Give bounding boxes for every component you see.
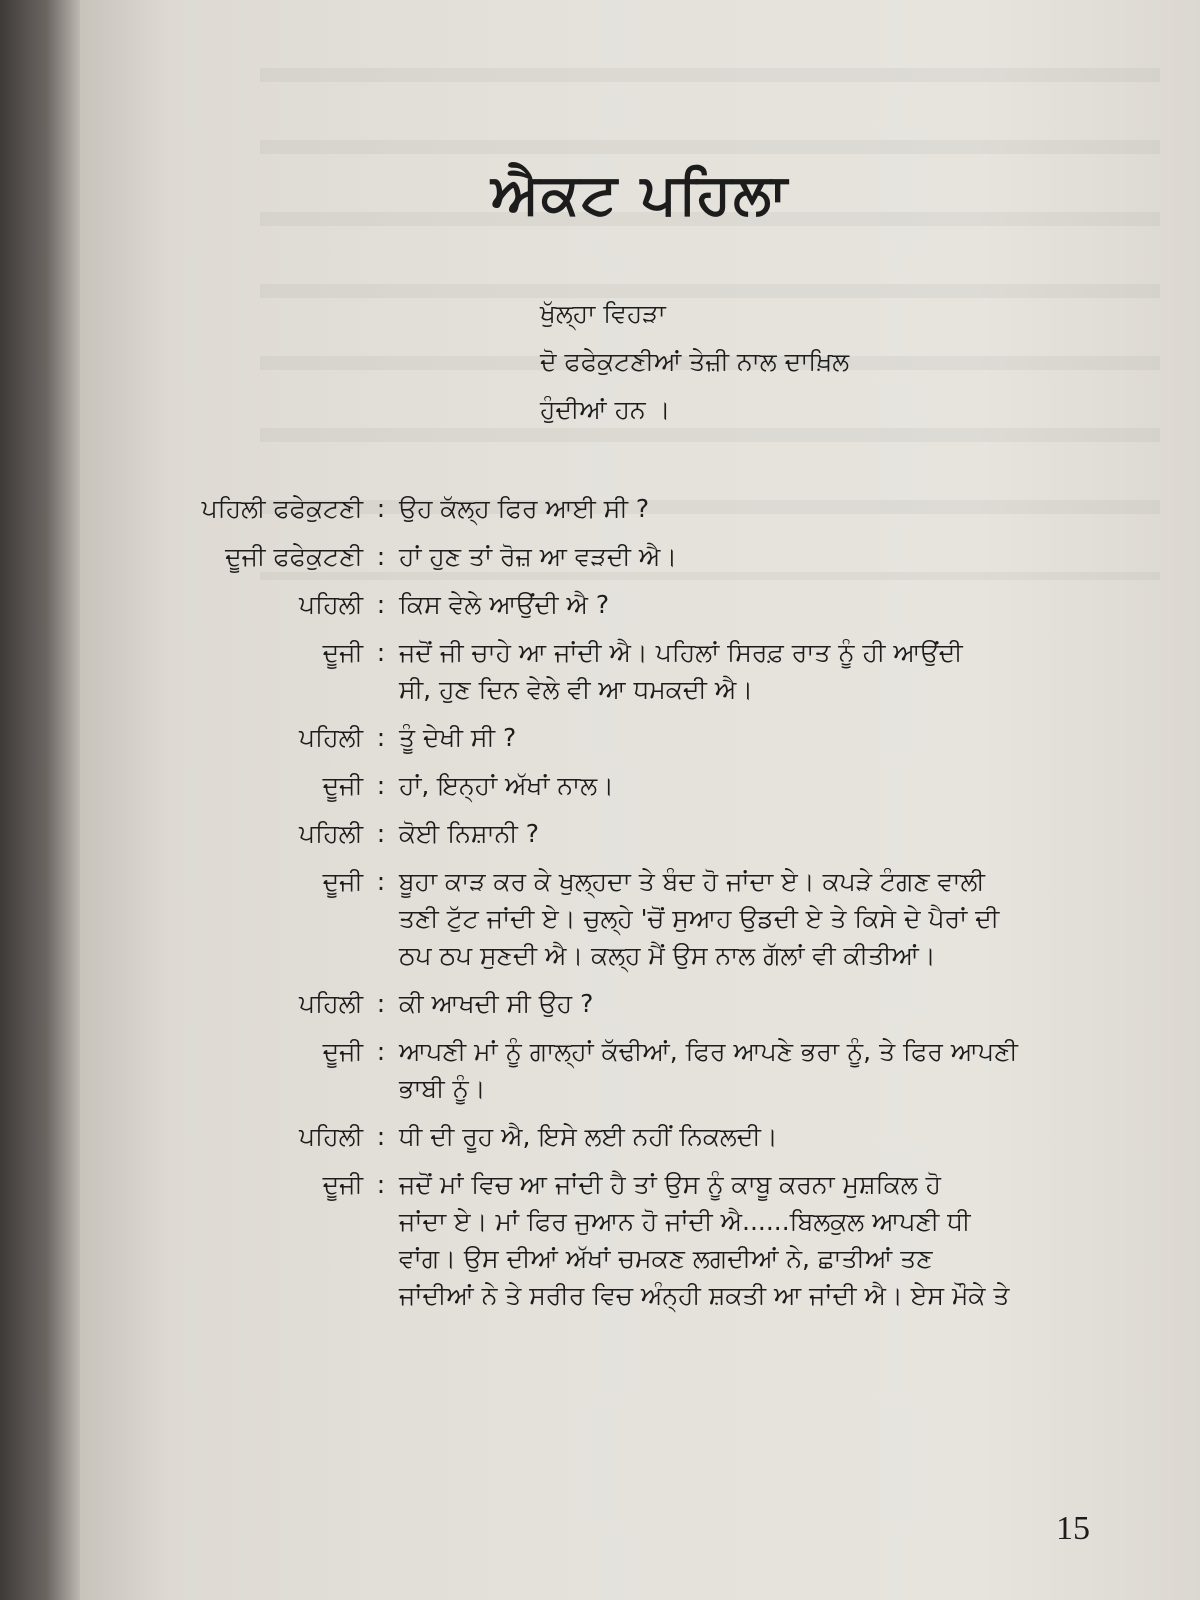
speech <box>399 1166 1185 1314</box>
speaker-separator: : <box>376 989 386 1018</box>
speaker-separator: : <box>376 867 386 896</box>
speaker-name: ਦੂਜੀ <box>322 1037 363 1066</box>
speaker-separator: : <box>376 494 386 523</box>
speech-line: ਉਹ ਕੱਲ੍ਹ ਫਿਰ ਆਈ ਸੀ ? <box>399 494 650 523</box>
speech <box>399 815 1185 852</box>
speech-line: ਜਦੋਂ ਮਾਂ ਵਿਚ ਆ ਜਾਂਦੀ ਹੈ ਤਾਂ ਉਸ ਨੂੰ ਕਾਬੂ ਕਰਨਾ ਮੁਸ਼ਕਿਲ ਹੋ <box>399 1170 941 1199</box>
dialogue-entry <box>175 815 1185 852</box>
speaker-name: ਦੂਜੀ ਫਫੇਕੁਟਣੀ <box>225 542 363 571</box>
speech-line: ਤੂੰ ਦੇਖੀ ਸੀ ? <box>399 723 517 752</box>
stage-direction <box>540 290 1100 434</box>
speaker-separator: : <box>376 1037 386 1066</box>
speech-line: ਜਾਂਦੀਆਂ ਨੇ ਤੇ ਸਰੀਰ ਵਿਚ ਅੰਨ੍ਹੀ ਸ਼ਕਤੀ ਆ ਜਾਂਦੀ ਐ। ਏਸ ਮੌਕੇ ਤੇ <box>399 1281 1010 1310</box>
speaker-name: ਪਹਿਲੀ <box>299 590 363 619</box>
dialogue-entry <box>175 586 1185 623</box>
speaker-name: ਪਹਿਲੀ <box>299 723 363 752</box>
dialogue-entry <box>175 985 1185 1022</box>
dialogue-entry <box>175 863 1185 974</box>
dialogue-entry <box>175 634 1185 708</box>
speaker-separator: : <box>376 819 386 848</box>
speech <box>399 490 1185 527</box>
speaker-name: ਪਹਿਲੀ <box>299 989 363 1018</box>
speaker-separator: : <box>376 771 386 800</box>
speech-line: ਜਾਂਦਾ ਏ। ਮਾਂ ਫਿਰ ਜੁਆਨ ਹੋ ਜਾਂਦੀ ਐ......ਬਿਲਕੁਲ ਆਪਣੀ ਧੀ <box>399 1207 971 1236</box>
speech <box>399 985 1185 1022</box>
speech <box>399 767 1185 804</box>
speech-line: ਕਿਸ ਵੇਲੇ ਆਉਂਦੀ ਐ ? <box>399 590 610 619</box>
speaker-name: ਦੂਜੀ <box>322 867 363 896</box>
stage-direction-line: ਦੋ ਫਫੇਕੁਟਣੀਆਂ ਤੇਜ਼ੀ ਨਾਲ ਦਾਖ਼ਿਲ <box>540 347 850 376</box>
speaker-separator: : <box>376 638 386 667</box>
act-title: ਐਕਟ ਪਹਿਲਾ <box>491 162 789 227</box>
speaker-name: ਦੂਜੀ <box>322 1170 363 1199</box>
speech <box>399 1033 1185 1107</box>
speaker-separator: : <box>376 1122 386 1151</box>
speaker-separator: : <box>376 542 386 571</box>
speech-line: ਜਦੋਂ ਜੀ ਚਾਹੇ ਆ ਜਾਂਦੀ ਐ। ਪਹਿਲਾਂ ਸਿਰਫ਼ ਰਾਤ ਨੂੰ ਹੀ ਆਉਂਦੀ <box>399 638 963 667</box>
speaker-name: ਦੂਜੀ <box>322 638 363 667</box>
stage-direction-line: ਹੁੰਦੀਆਂ ਹਨ । <box>540 395 671 424</box>
speech <box>399 586 1185 623</box>
speech-line: ਹਾਂ, ਇਨ੍ਹਾਂ ਅੱਖਾਂ ਨਾਲ। <box>399 771 614 800</box>
speech-line: ਕੀ ਆਖਦੀ ਸੀ ਉਹ ? <box>399 989 594 1018</box>
speech-line: ਭਾਬੀ ਨੂੰ। <box>399 1074 486 1103</box>
speech-line: ਵਾਂਗ। ਉਸ ਦੀਆਂ ਅੱਖਾਂ ਚਮਕਣ ਲਗਦੀਆਂ ਨੇ, ਛਾਤੀਆਂ ਤਣ <box>399 1244 933 1273</box>
speech <box>399 538 1185 575</box>
dialogue-entry <box>175 1118 1185 1155</box>
speech-line: ਹਾਂ ਹੁਣ ਤਾਂ ਰੋਜ਼ ਆ ਵੜਦੀ ਐ। <box>399 542 678 571</box>
speech-line: ਆਪਣੀ ਮਾਂ ਨੂੰ ਗਾਲ੍ਹਾਂ ਕੱਢੀਆਂ, ਫਿਰ ਆਪਣੇ ਭਰਾ ਨੂੰ, ਤੇ ਫਿਰ ਆਪਣੀ <box>399 1037 1018 1066</box>
book-spine-shadow <box>0 0 85 1600</box>
speaker-name: ਪਹਿਲੀ <box>299 1122 363 1151</box>
speech <box>399 1118 1185 1155</box>
speaker-name: ਪਹਿਲੀ ਫਫੇਕੁਟਣੀ <box>201 494 363 523</box>
speech-line: ਕੋਈ ਨਿਸ਼ਾਨੀ ? <box>399 819 540 848</box>
dialogue-entry <box>175 538 1185 575</box>
dialogue-entry <box>175 719 1185 756</box>
speaker-name: ਪਹਿਲੀ <box>299 819 363 848</box>
speech <box>399 719 1185 756</box>
speaker-name: ਦੂਜੀ <box>322 771 363 800</box>
dialogue-entry <box>175 767 1185 804</box>
speech-line: ਸੀ, ਹੁਣ ਦਿਨ ਵੇਲੇ ਵੀ ਆ ਧਮਕਦੀ ਐ। <box>399 675 754 704</box>
speaker-separator: : <box>376 590 386 619</box>
stage-direction-line: ਖੁੱਲ੍ਹਾ ਵਿਹੜਾ <box>540 299 666 328</box>
dialogue-entry <box>175 1033 1185 1107</box>
speech <box>399 863 1185 974</box>
dialogue-entry <box>175 1166 1185 1314</box>
dialogue-entry <box>175 490 1185 527</box>
speaker-separator: : <box>376 1170 386 1199</box>
speech-line: ਬੂਹਾ ਕਾੜ ਕਰ ਕੇ ਖੁਲ੍ਹਦਾ ਤੇ ਬੰਦ ਹੋ ਜਾਂਦਾ ਏ। ਕਪੜੇ ਟੰਗਣ ਵਾਲੀ <box>399 867 985 896</box>
speech-line: ਧੀ ਦੀ ਰੂਹ ਐ, ਇਸੇ ਲਈ ਨਹੀਂ ਨਿਕਲਦੀ। <box>399 1122 778 1151</box>
dialogue <box>175 490 1185 1325</box>
book-page <box>80 0 1200 1600</box>
speech <box>399 634 1185 708</box>
speaker-separator: : <box>376 723 386 752</box>
page-number: 15 <box>1056 1510 1090 1547</box>
speech-line: ਠਪ ਠਪ ਸੁਣਦੀ ਐ। ਕਲ੍ਹ ਮੈਂ ਉਸ ਨਾਲ ਗੱਲਾਂ ਵੀ ਕੀਤੀਆਂ। <box>399 941 936 970</box>
speech-line: ਤਣੀ ਟੁੱਟ ਜਾਂਦੀ ਏ। ਚੁਲ੍ਹੇ 'ਚੋਂ ਸੁਆਹ ਉਡਦੀ ਏ ਤੇ ਕਿਸੇ ਦੇ ਪੈਰਾਂ ਦੀ <box>399 904 1000 933</box>
